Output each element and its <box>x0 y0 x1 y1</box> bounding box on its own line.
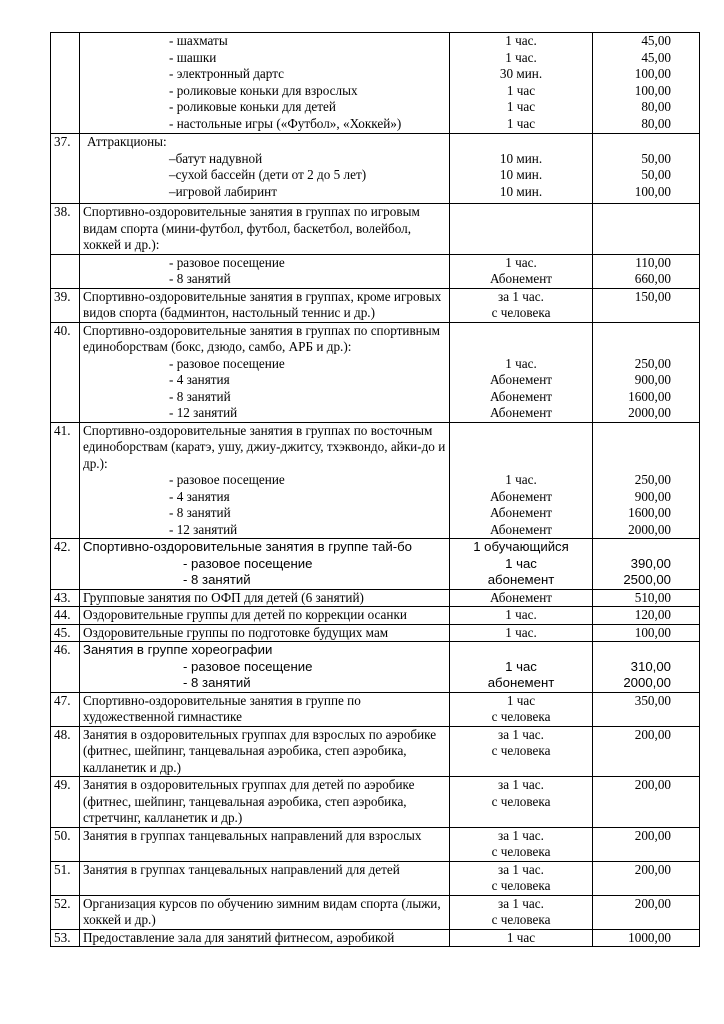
unit-value: 1 час <box>506 99 536 114</box>
sub-item: - 8 занятий <box>183 675 251 690</box>
row-unit: 1 час <box>450 929 593 947</box>
row-title: Занятия в группе хореографии <box>83 642 273 657</box>
unit-value: с человека <box>491 793 551 809</box>
row-number: 50. <box>51 827 80 861</box>
unit-value: 1 час. <box>505 49 537 65</box>
row-description <box>80 322 450 422</box>
row-description <box>80 134 450 204</box>
row-number: 49. <box>51 777 80 828</box>
row-description <box>80 33 450 134</box>
row-price: 1000,00 <box>593 929 700 947</box>
unit-value: за 1 час. <box>498 827 544 843</box>
row-number: 47. <box>51 692 80 726</box>
sub-item: –батут надувной <box>169 150 263 166</box>
row-number: 43. <box>51 589 80 607</box>
sub-item: - 12 занятий <box>169 405 238 420</box>
empty-cell <box>51 254 80 288</box>
row-description: Предоставление зала для занятий фитнесом, аэробикой <box>80 929 450 947</box>
unit-value: 1 час <box>506 115 536 131</box>
sub-item: - разовое посещение <box>183 658 313 674</box>
row-price <box>593 322 700 422</box>
sub-item: - настольные игры («Футбол», «Хоккей») <box>169 115 402 131</box>
row-price: 200,00 <box>593 827 700 861</box>
price-value: 660,00 <box>634 271 671 286</box>
table-row <box>51 422 700 539</box>
sub-item: - 12 занятий <box>169 521 238 537</box>
row-description: Спортивно-оздоровительные занятия в группах, кроме игровых видов спорта (бадминтон, настольный теннис и др.) <box>80 288 450 322</box>
unit-value: с человека <box>491 912 551 927</box>
table-row <box>51 777 700 828</box>
row-unit <box>450 642 593 693</box>
row-number: 38. <box>51 204 80 255</box>
row-description <box>80 539 450 590</box>
unit-value: 1 час <box>505 658 537 674</box>
sub-item: - роликовые коньки для взрослых <box>169 82 358 98</box>
table-row <box>51 895 700 929</box>
table-row <box>51 726 700 777</box>
row-title: Аттракционы: <box>87 134 167 149</box>
row-unit <box>450 692 593 726</box>
row-description: Занятия в группах танцевальных направлений для детей <box>80 861 450 895</box>
row-price <box>593 288 700 322</box>
price-value: 250,00 <box>634 355 671 371</box>
row-unit <box>450 777 593 828</box>
row-title: Спортивно-оздоровительные занятия в группах по спортивным единоборствам (бокс, дзюдо, самбо, АРБ и др.): <box>83 322 440 354</box>
row-description: Спортивно-оздоровительные занятия в группе по художественной гимнастике <box>80 692 450 726</box>
unit-value: Абонемент <box>489 372 553 387</box>
sub-item: –сухой бассейн (дети от 2 до 5 лет) <box>169 167 367 182</box>
price-value: 80,00 <box>641 115 671 131</box>
sub-item: - 4 занятия <box>169 488 230 504</box>
unit-value: 1 час. <box>505 355 537 371</box>
price-value: 390,00 <box>630 555 671 571</box>
row-description <box>80 422 450 539</box>
row-description: Групповые занятия по ОФП для детей (6 занятий) <box>80 589 450 607</box>
unit-value: за 1 час. <box>498 288 544 304</box>
unit-value: Абонемент <box>489 488 553 504</box>
unit-value: с человека <box>491 743 551 758</box>
row-unit <box>450 539 593 590</box>
row-price <box>593 642 700 693</box>
table-row <box>51 539 700 590</box>
row-unit <box>450 33 593 134</box>
sub-item: - шахматы <box>169 33 228 48</box>
table-row <box>51 861 700 895</box>
row-unit <box>450 827 593 861</box>
price-value: 100,00 <box>634 66 671 81</box>
table-row <box>51 827 700 861</box>
table-row <box>51 33 700 134</box>
price-value: 50,00 <box>641 167 671 182</box>
price-value: 1600,00 <box>628 505 671 520</box>
table-row <box>51 607 700 625</box>
row-unit <box>450 254 593 288</box>
sub-item: - 8 занятий <box>169 505 231 520</box>
row-unit: 1 час. <box>450 624 593 642</box>
unit-value: с человека <box>491 305 551 320</box>
row-price <box>593 134 700 204</box>
sub-item: - разовое посещение <box>169 355 285 371</box>
unit-value: 10 мин. <box>499 183 543 199</box>
unit-value: 1 обучающийся <box>473 539 569 554</box>
row-number <box>51 33 80 134</box>
price-table <box>50 32 700 947</box>
price-value: 250,00 <box>634 472 671 487</box>
row-title: Спортивно-оздоровительные занятия в группе тай-бо <box>83 539 413 554</box>
price-value: 80,00 <box>641 99 671 114</box>
price-value: 2500,00 <box>623 572 671 587</box>
row-number: 48. <box>51 726 80 777</box>
row-number: 53. <box>51 929 80 947</box>
row-price <box>593 254 700 288</box>
sub-item: - разовое посещение <box>169 254 285 270</box>
row-title: Спортивно-оздоровительные занятия в группах по восточным единоборствам (каратэ, ушу, джиу-джитсу, тхэквондо, айки-до и др.): <box>83 422 446 471</box>
unit-value: с человека <box>491 709 551 724</box>
price-value: 100,00 <box>634 82 671 98</box>
unit-value: Абонемент <box>489 405 553 420</box>
row-description: Занятия в группах танцевальных направлений для взрослых <box>80 827 450 861</box>
unit-value: за 1 час. <box>498 895 544 911</box>
row-price <box>593 422 700 539</box>
row-price: 200,00 <box>593 895 700 929</box>
price-value: 45,00 <box>641 33 671 48</box>
unit-value: за 1 час. <box>498 726 544 742</box>
sub-item: - 8 занятий <box>169 388 231 404</box>
table-row <box>51 929 700 947</box>
row-price: 200,00 <box>593 777 700 828</box>
sub-item: - роликовые коньки для детей <box>169 99 336 114</box>
unit-value: 1 час. <box>505 472 537 487</box>
row-number: 42. <box>51 539 80 590</box>
price-value: 2000,00 <box>628 521 671 537</box>
empty-cell <box>593 204 700 255</box>
price-value: 2000,00 <box>623 675 671 690</box>
unit-value: Абонемент <box>489 271 553 286</box>
table-row <box>51 288 700 322</box>
row-price: 200,00 <box>593 726 700 777</box>
sub-item: –игровой лабиринт <box>169 183 278 199</box>
row-description: Организация курсов по обучению зимним видам спорта (лыжи, хоккей и др.) <box>80 895 450 929</box>
row-description: Занятия в оздоровительных группах для взрослых по аэробике (фитнес, шейпинг, танцевальная аэробика, степ аэробика, калланетик и др.) <box>80 726 450 777</box>
row-number: 41. <box>51 422 80 539</box>
row-unit <box>450 895 593 929</box>
unit-value: с человека <box>491 878 551 893</box>
row-number: 44. <box>51 607 80 625</box>
row-number: 37. <box>51 134 80 204</box>
row-price <box>593 539 700 590</box>
unit-value: 10 мин. <box>499 150 543 166</box>
unit-value: абонемент <box>487 572 555 587</box>
price-value: 1600,00 <box>628 388 671 404</box>
row-price: 100,00 <box>593 624 700 642</box>
table-row <box>51 692 700 726</box>
table-row <box>51 624 700 642</box>
sub-item: - разовое посещение <box>169 472 285 487</box>
unit-value: Абонемент <box>489 388 553 404</box>
row-unit <box>450 726 593 777</box>
row-number: 39. <box>51 288 80 322</box>
price-value: 50,00 <box>641 150 671 166</box>
unit-value: 1 час. <box>505 254 537 270</box>
table-row <box>51 204 700 255</box>
row-description: Занятия в оздоровительных группах для детей по аэробике (фитнес, шейпинг, танцевальная аэробика, степ аэробика, стретчинг, калланетик и др.) <box>80 777 450 828</box>
price-value: 310,00 <box>630 658 671 674</box>
row-description <box>80 254 450 288</box>
row-price: 200,00 <box>593 861 700 895</box>
unit-value: за 1 час. <box>498 777 544 792</box>
unit-value: 1 час <box>506 82 536 98</box>
row-unit <box>450 134 593 204</box>
row-price: 120,00 <box>593 607 700 625</box>
row-unit <box>450 861 593 895</box>
row-number: 52. <box>51 895 80 929</box>
row-number: 46. <box>51 642 80 693</box>
table-row <box>51 134 700 204</box>
price-value: 100,00 <box>634 183 671 199</box>
row-price <box>593 33 700 134</box>
table-row <box>51 254 700 288</box>
table-row <box>51 322 700 422</box>
sub-item: - разовое посещение <box>183 555 313 571</box>
row-description: Спортивно-оздоровительные занятия в группах по игровым видам спорта (мини-футбол, футбол, баскетбол, волейбол, хоккей и др.): <box>80 204 450 255</box>
row-description: Оздоровительные группы по подготовке будущих мам <box>80 624 450 642</box>
row-unit: Абонемент <box>450 589 593 607</box>
unit-value: 1 час <box>506 692 536 708</box>
table-row <box>51 589 700 607</box>
sub-item: - электронный дартс <box>169 66 284 81</box>
price-value: 45,00 <box>641 49 671 65</box>
unit-value: за 1 час. <box>498 861 544 877</box>
price-value: 900,00 <box>634 488 671 504</box>
row-price: 350,00 <box>593 692 700 726</box>
unit-value: Абонемент <box>489 505 553 520</box>
unit-value: 1 час <box>505 555 537 571</box>
row-description: Оздоровительные группы для детей по коррекции осанки <box>80 607 450 625</box>
row-unit <box>450 288 593 322</box>
row-unit: 1 час. <box>450 607 593 625</box>
sub-item: - 8 занятий <box>183 572 251 587</box>
unit-value: 30 мин. <box>499 66 543 81</box>
row-number: 40. <box>51 322 80 422</box>
row-unit <box>450 422 593 539</box>
price-value: 150,00 <box>634 288 671 304</box>
unit-value: Абонемент <box>489 521 553 537</box>
sub-item: - шашки <box>169 49 217 65</box>
table-row <box>51 642 700 693</box>
row-number: 51. <box>51 861 80 895</box>
empty-cell <box>450 204 593 255</box>
sub-item: - 8 занятий <box>169 271 231 286</box>
row-description <box>80 642 450 693</box>
sub-item: - 4 занятия <box>169 372 230 387</box>
unit-value: 1 час. <box>505 33 537 48</box>
price-value: 2000,00 <box>628 405 671 420</box>
price-value: 110,00 <box>635 254 671 270</box>
price-value: 900,00 <box>634 372 671 387</box>
row-number: 45. <box>51 624 80 642</box>
row-unit <box>450 322 593 422</box>
unit-value: 10 мин. <box>499 167 543 182</box>
unit-value: с человека <box>491 844 551 859</box>
row-price: 510,00 <box>593 589 700 607</box>
unit-value: абонемент <box>487 675 555 690</box>
